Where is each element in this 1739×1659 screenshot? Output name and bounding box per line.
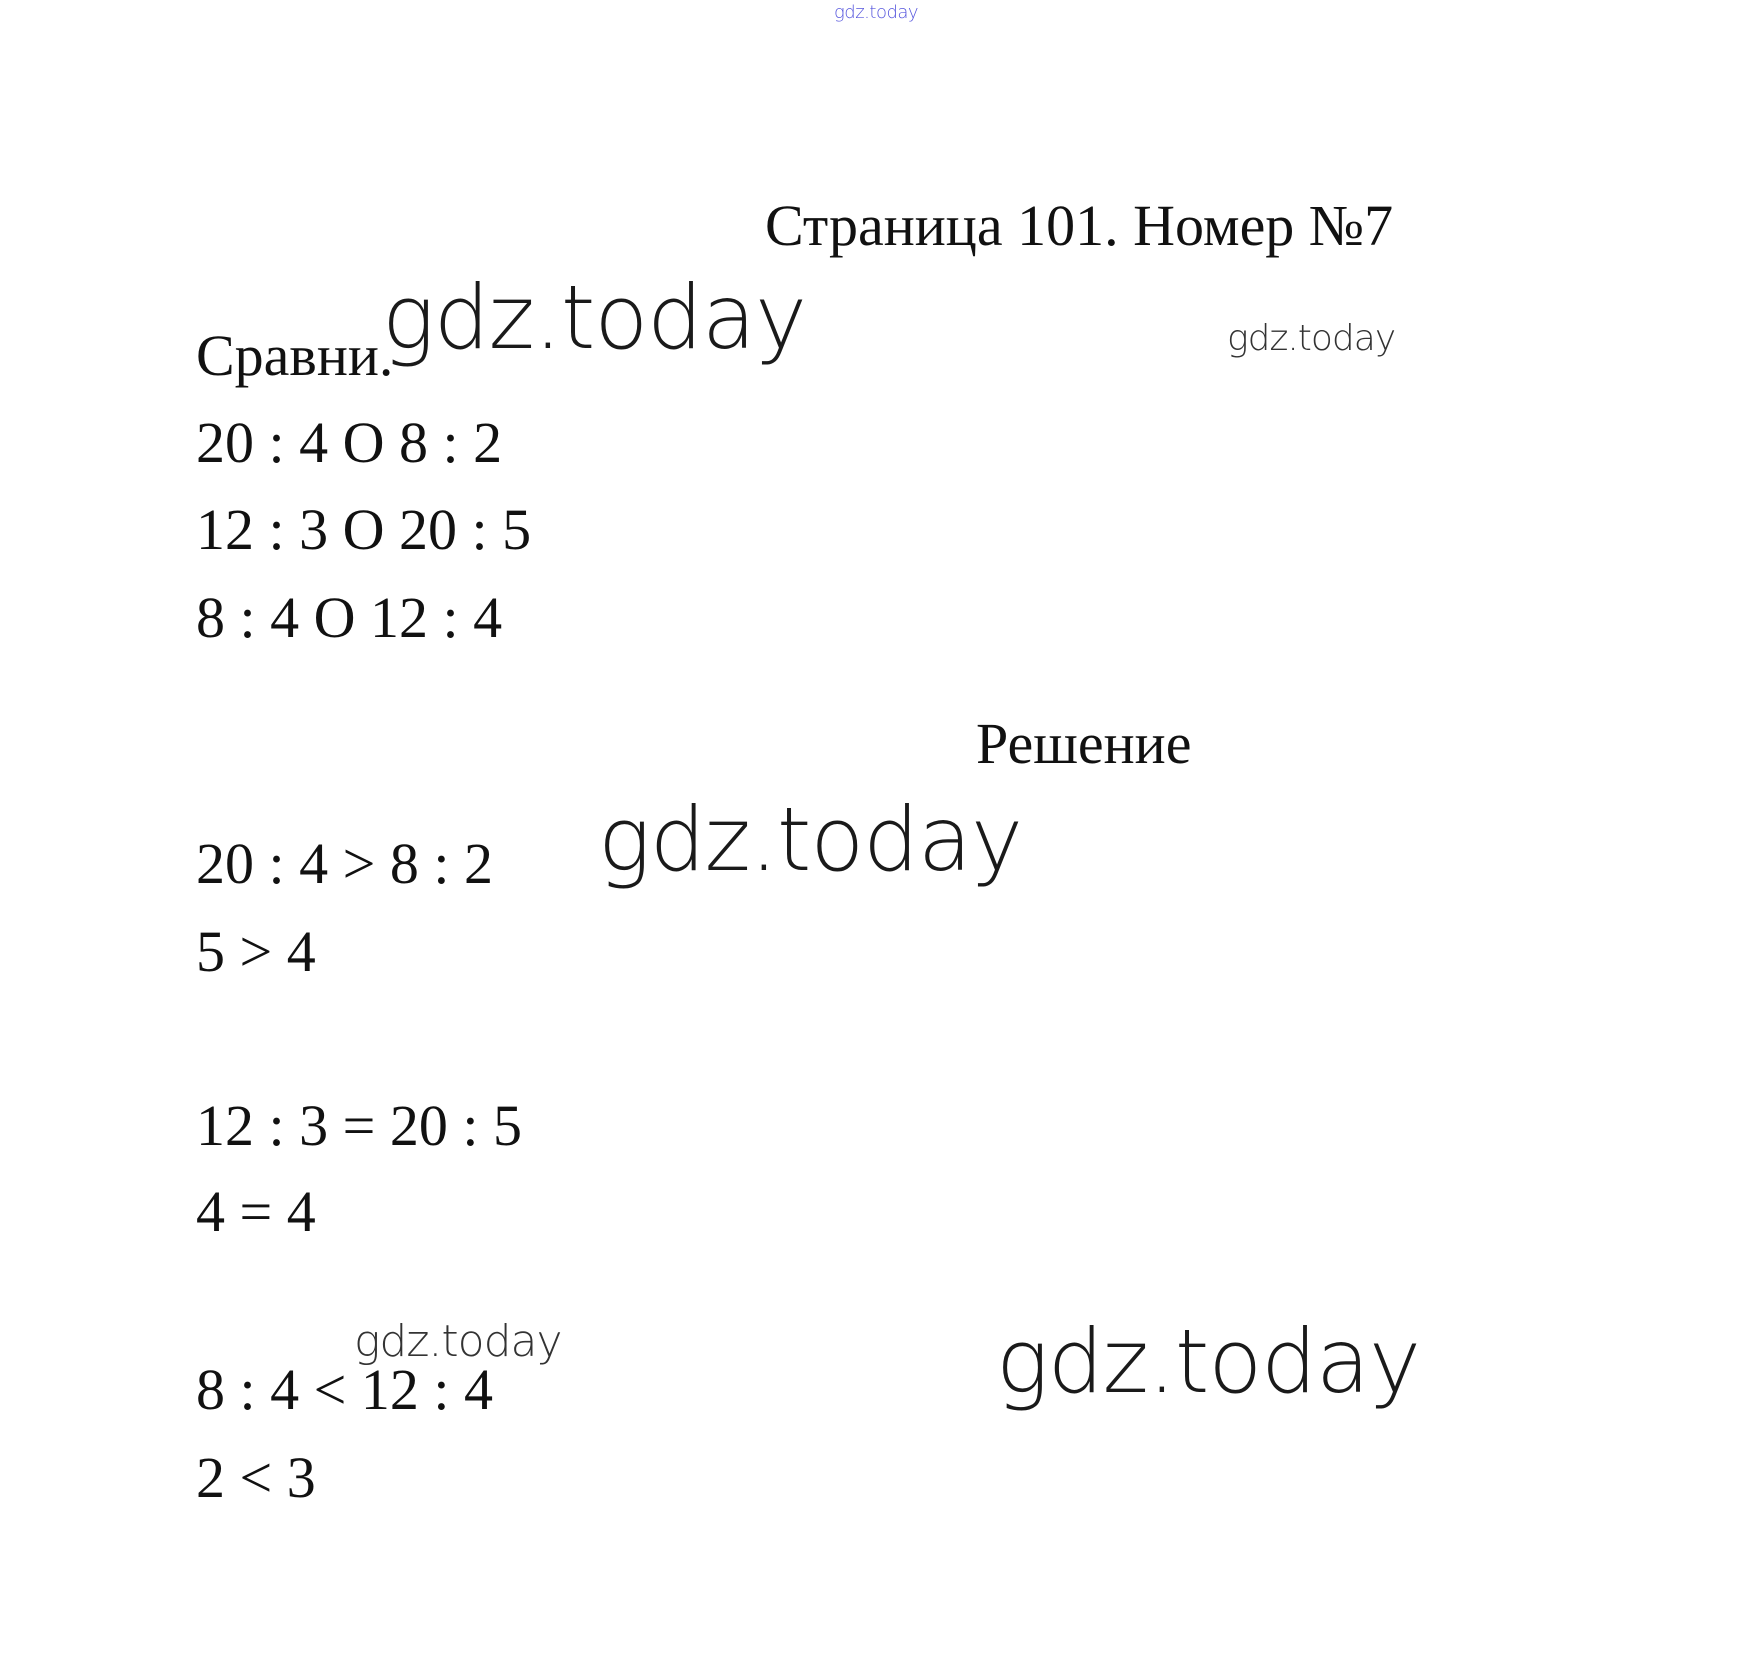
page-title: Страница 101. Номер №7 [765,193,1394,258]
solution-expression: 8 : 4 < 12 : 4 [196,1357,493,1422]
watermark: gdz.today [354,1316,562,1367]
watermark: gdz.today [382,266,807,369]
task-label: Сравни. [196,323,394,388]
task-line: 8 : 4 O 12 : 4 [196,585,503,650]
solution-result: 2 < 3 [196,1445,316,1510]
solution-result: 4 = 4 [196,1179,316,1244]
solution-expression: 12 : 3 = 20 : 5 [196,1093,522,1158]
watermark: gdz.today [1227,318,1396,359]
solution-heading: Решение [976,711,1192,776]
solution-expression: 20 : 4 > 8 : 2 [196,831,493,896]
task-line: 12 : 3 O 20 : 5 [196,497,532,562]
solution-result: 5 > 4 [196,919,316,984]
task-line: 20 : 4 O 8 : 2 [196,410,503,475]
top-watermark: gdz.today [834,2,919,23]
watermark: gdz.today [598,788,1023,891]
watermark: gdz.today [996,1310,1421,1413]
